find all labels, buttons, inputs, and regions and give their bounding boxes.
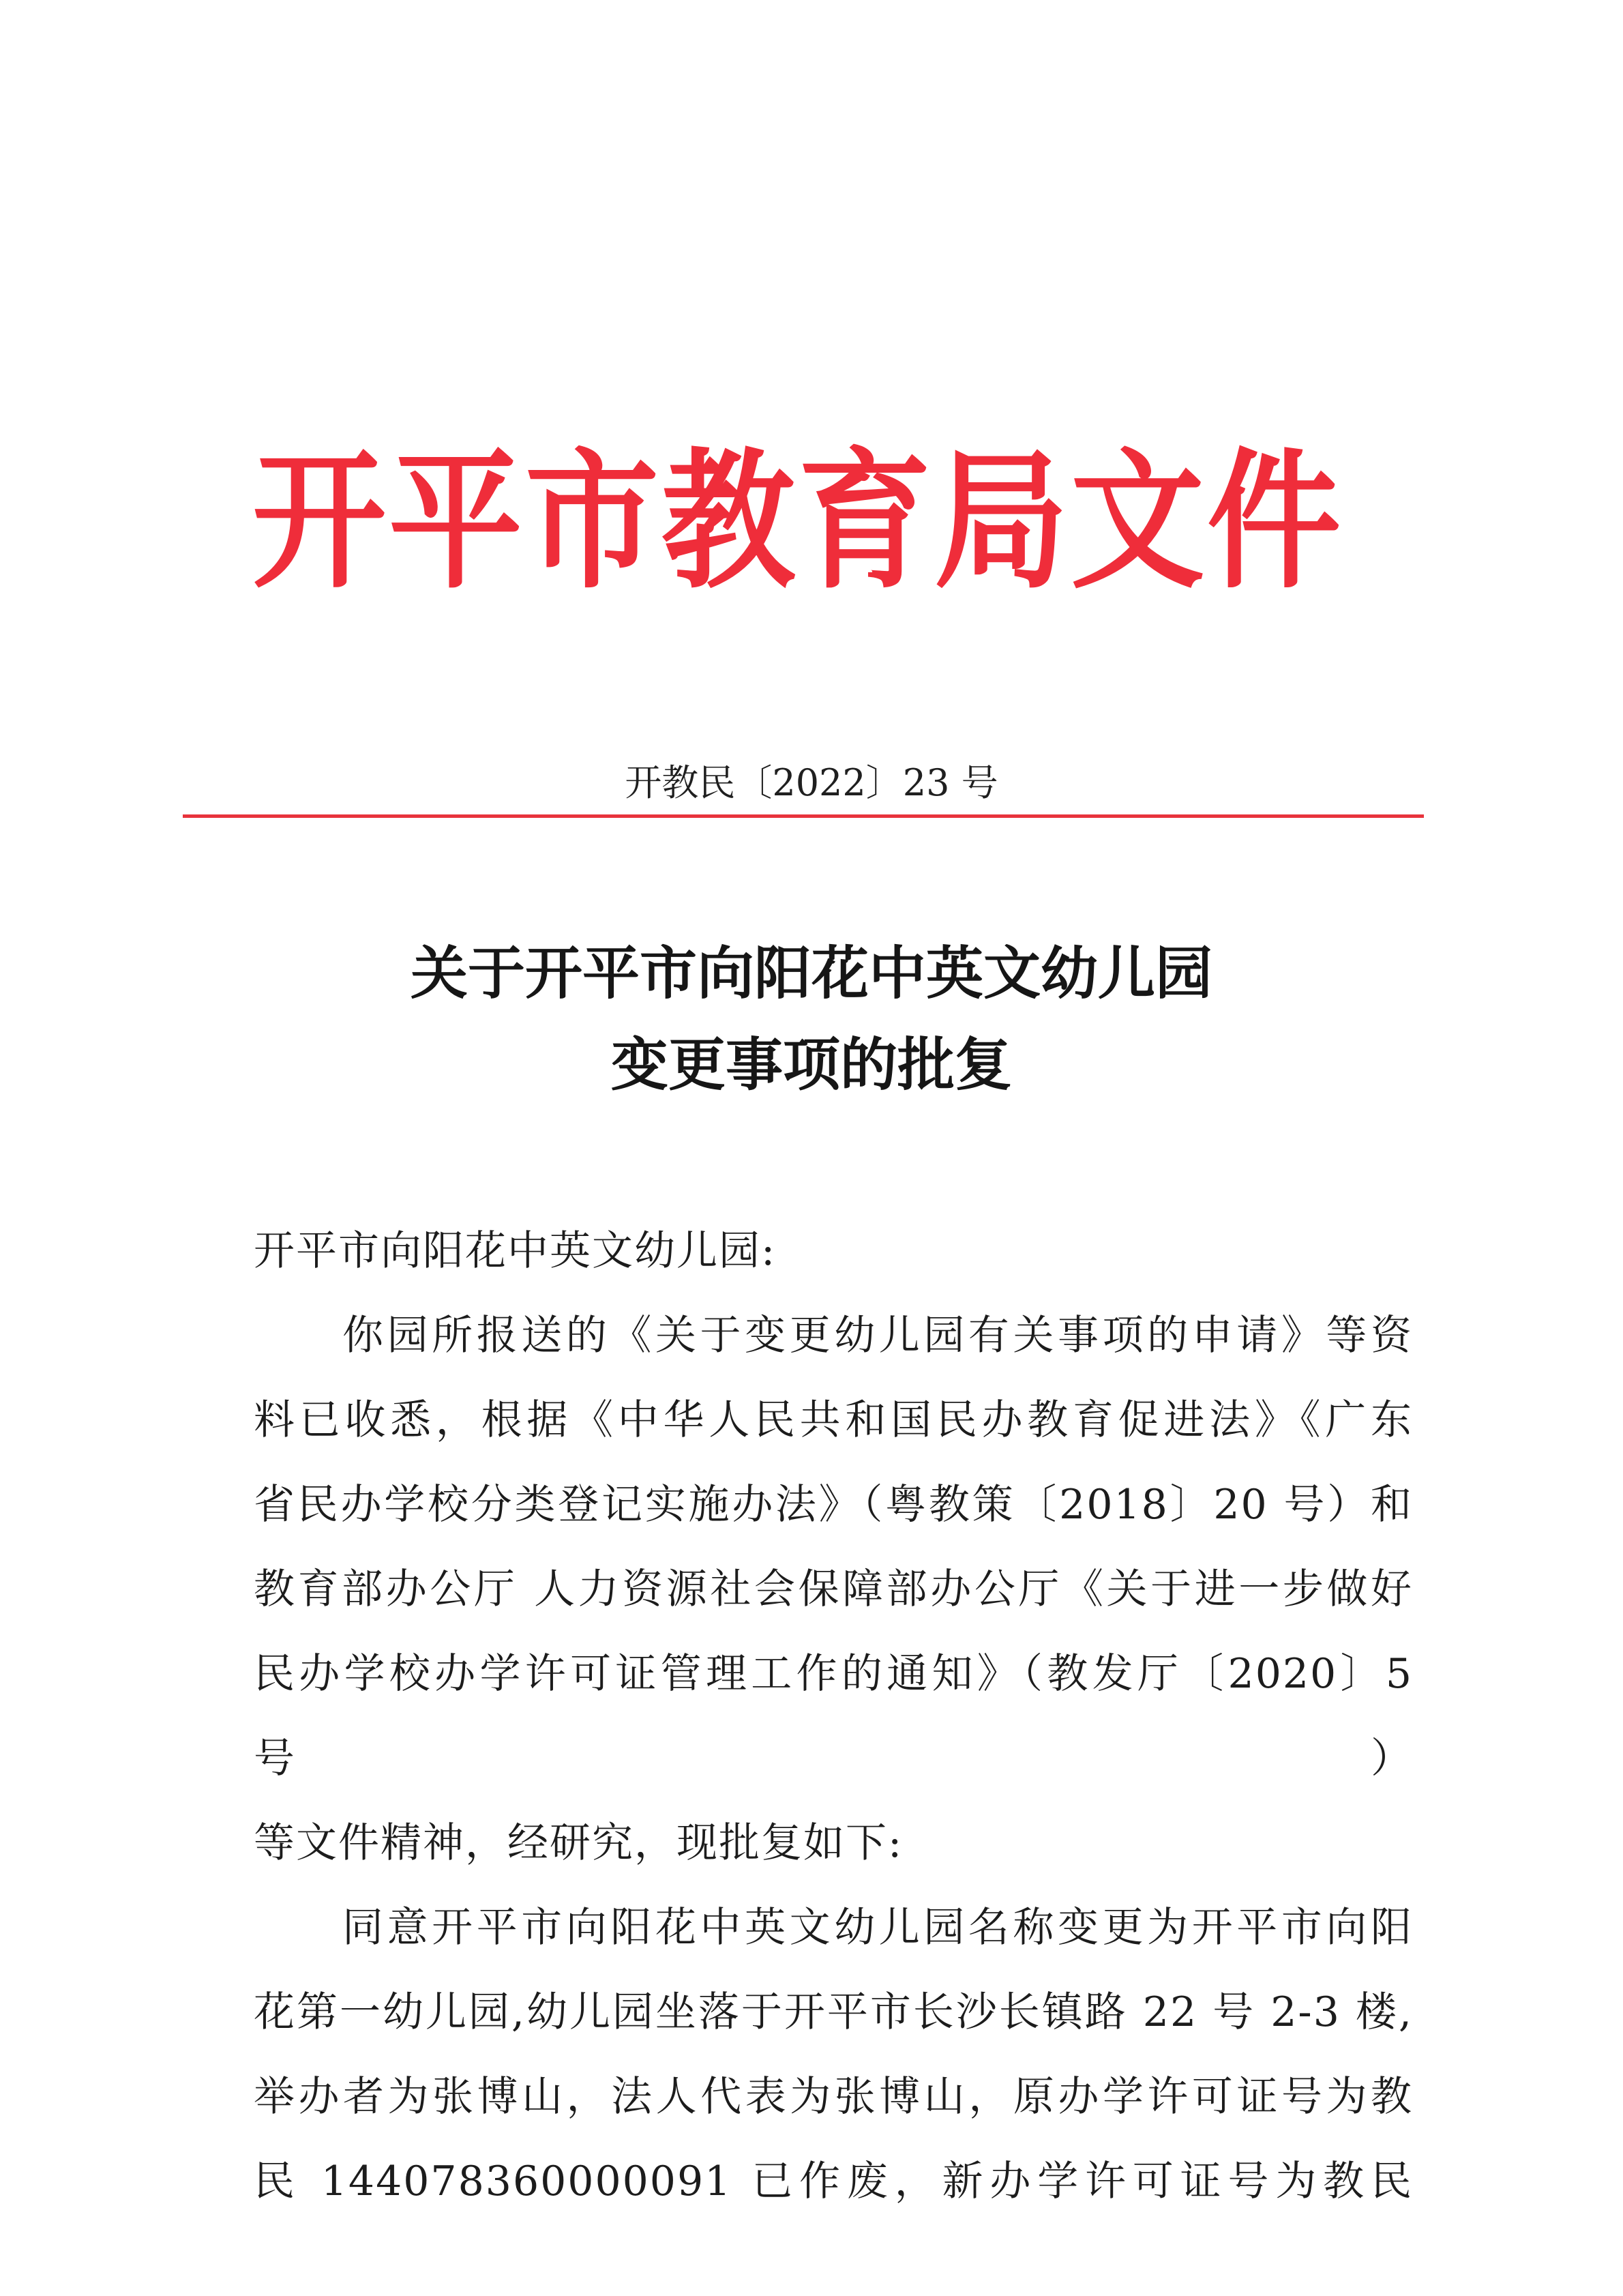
subject-line-2: 变更事项的批复 — [610, 1031, 1012, 1098]
document-body — [254, 1209, 1413, 2224]
body-line: 同意开平市向阳花中英文幼儿园名称变更为开平市向阳 — [342, 1904, 1413, 1952]
red-divider-line — [183, 814, 1424, 818]
body-line: 举办者为张博山，法人代表为张博山，原办学许可证号为教 — [254, 2073, 1413, 2121]
body-line: 教育部办公厅 人力资源社会保障部办公厅《关于进一步做好 — [254, 1565, 1413, 1613]
issuer-header-title: 开平市教育局文件 — [252, 435, 1344, 610]
body-line: 花第一幼儿园,幼儿园坐落于开平市长沙长镇路 22 号 2-3 楼, — [254, 1988, 1413, 2036]
document-subject — [0, 928, 1623, 1110]
document-number: 开教民〔2022〕23 号 — [625, 761, 998, 804]
body-line: 等文件精神，经研究，现批复如下: — [254, 1819, 904, 1867]
body-line: 你园所报送的《关于变更幼儿园有关事项的申请》等资 — [342, 1312, 1413, 1359]
subject-line-1: 关于开平市向阳花中英文幼儿园 — [410, 939, 1212, 1007]
body-line: 民办学校办学许可证管理工作的通知》（教发厅〔2020〕5 号） — [254, 1650, 1413, 1782]
body-line: 省民办学校分类登记实施办法》（粤教策〔2018〕20 号）和 — [254, 1481, 1413, 1529]
body-line: 民 144078360000091 已作废，新办学许可证号为教民 — [254, 2158, 1413, 2205]
body-line: 料已收悉，根据《中华人民共和国民办教育促进法》《广东 — [254, 1396, 1413, 1444]
salutation: 开平市向阳花中英文幼儿园: — [254, 1227, 777, 1275]
